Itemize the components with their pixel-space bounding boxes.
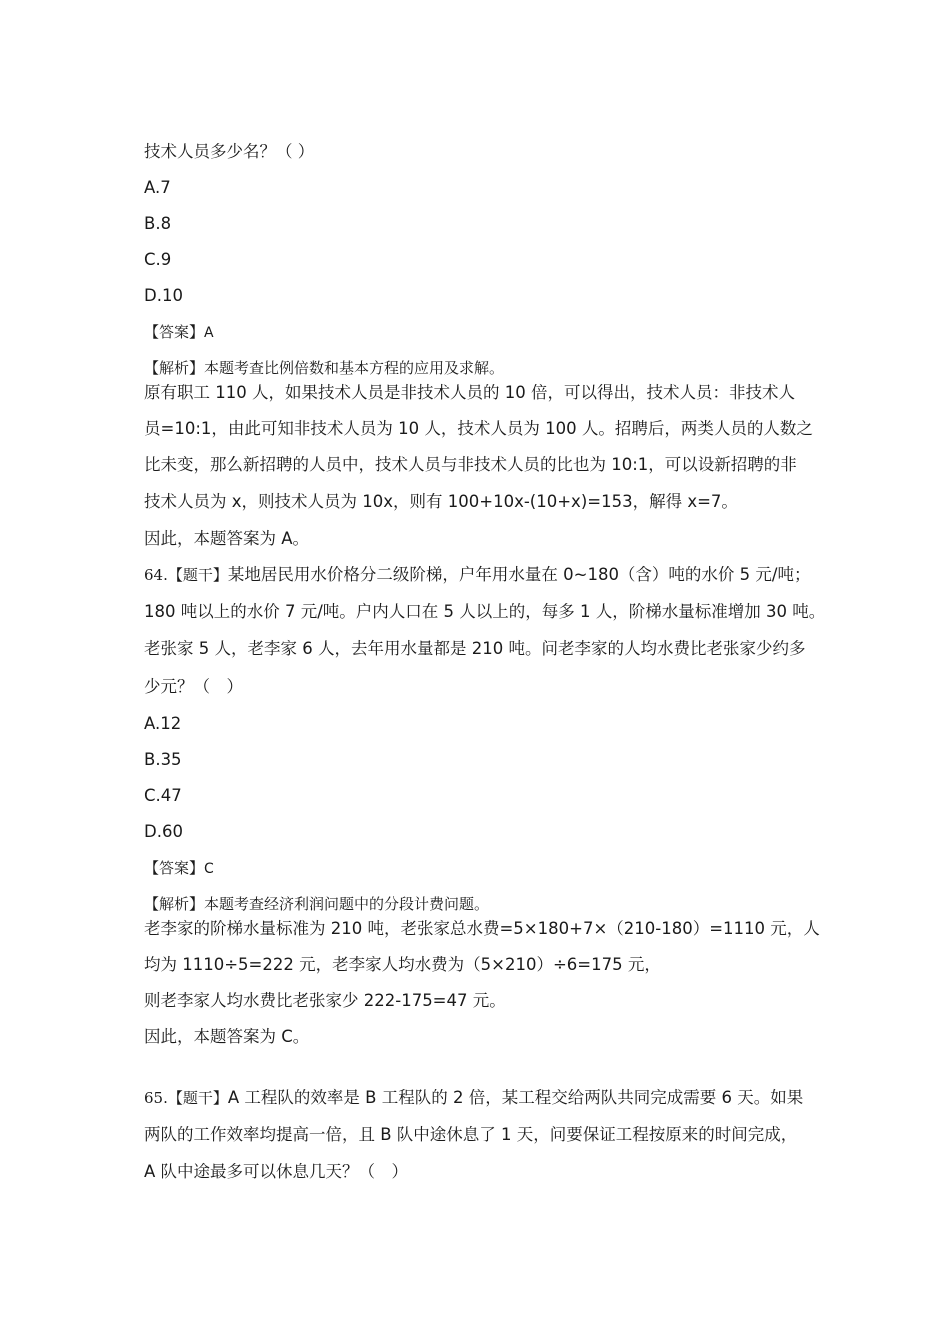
q63-analysis-line: 技术人员为 x，则技术人员为 10x，则有 100+10x-(10+x)=153，解得 x=7。 — [144, 492, 738, 511]
q63-option-c: C.9 — [144, 250, 172, 269]
q64-analysis-intro — [144, 892, 489, 916]
q64-stem-first — [144, 563, 810, 587]
q63-analysis-intro — [144, 356, 504, 380]
analysis-tag: 【解析】 — [144, 359, 205, 377]
q64-stem-line: 老张家 5 人，老李家 6 人，去年用水量都是 210 吨。问老李家的人均水费比老张家少约多 — [144, 639, 806, 658]
q63-analysis-line: 员=10:1，由此可知非技术人员为 10 人，技术人员为 100 人。招聘后，两类人员的人数之 — [144, 419, 813, 438]
q64-stem-line: 少元？（ ） — [144, 677, 243, 696]
q64-analysis-line: 则老李家人均水费比老张家少 222-175=47 元。 — [144, 991, 506, 1010]
q63-stem-tail: 技术人员多少名？（ ） — [144, 142, 315, 161]
q63-analysis-line: 原有职工 110 人，如果技术人员是非技术人员的 10 倍，可以得出，技术人员：非技术人 — [144, 383, 795, 402]
stem-text: 某地居民用水价格分二级阶梯，户年用水量在 0~180（含）吨的水价 5 元/吨； — [227, 565, 811, 584]
question-number: 64. — [144, 566, 168, 584]
answer-tag: 【答案】 — [144, 323, 205, 341]
q64-option-d: D.60 — [144, 822, 183, 841]
q63-conclusion: 因此，本题答案为 A。 — [144, 529, 310, 548]
q63-answer — [144, 320, 214, 345]
answer-value: C — [204, 861, 214, 877]
stem-tag: 【题干】 — [167, 1089, 228, 1107]
answer-value: A — [204, 325, 214, 341]
q64-stem-line: 180 吨以上的水价 7 元/吨。户内人口在 5 人以上的，每多 1 人，阶梯水量标准增加 30 吨。 — [144, 602, 826, 621]
q63-analysis-line: 比未变，那么新招聘的人员中，技术人员与非技术人员的比也为 10:1，可以设新招聘的非 — [144, 455, 797, 474]
q63-option-d: D.10 — [144, 286, 183, 305]
q64-conclusion: 因此，本题答案为 C。 — [144, 1027, 310, 1046]
q65-stem-first — [144, 1086, 803, 1110]
q64-answer — [144, 856, 214, 881]
answer-tag: 【答案】 — [144, 859, 205, 877]
analysis-intro: 本题考查经济利润问题中的分段计费问题。 — [204, 895, 490, 913]
q64-analysis-line: 均为 1110÷5=222 元，老李家人均水费为（5×210）÷6=175 元， — [144, 955, 661, 974]
q64-option-b: B.35 — [144, 750, 182, 769]
question-number: 65. — [144, 1089, 168, 1107]
q63-option-b: B.8 — [144, 214, 172, 233]
stem-tag: 【题干】 — [167, 566, 228, 584]
q65-stem-line: A 队中途最多可以休息几天？（ ） — [144, 1162, 409, 1181]
q64-analysis-line: 老李家的阶梯水量标准为 210 吨，老张家总水费=5×180+7×（210-180）=1110 元，人 — [144, 919, 820, 938]
q64-option-a: A.12 — [144, 714, 182, 733]
q64-option-c: C.47 — [144, 786, 182, 805]
stem-text: A 工程队的效率是 B 工程队的 2 倍，某工程交给两队共同完成需要 6 天。如果 — [227, 1088, 804, 1107]
analysis-tag: 【解析】 — [144, 895, 205, 913]
q63-option-a: A.7 — [144, 178, 171, 197]
analysis-intro: 本题考查比例倍数和基本方程的应用及求解。 — [204, 359, 505, 377]
q65-stem-line: 两队的工作效率均提高一倍，且 B 队中途休息了 1 天，问要保证工程按原来的时间完成， — [144, 1125, 798, 1144]
